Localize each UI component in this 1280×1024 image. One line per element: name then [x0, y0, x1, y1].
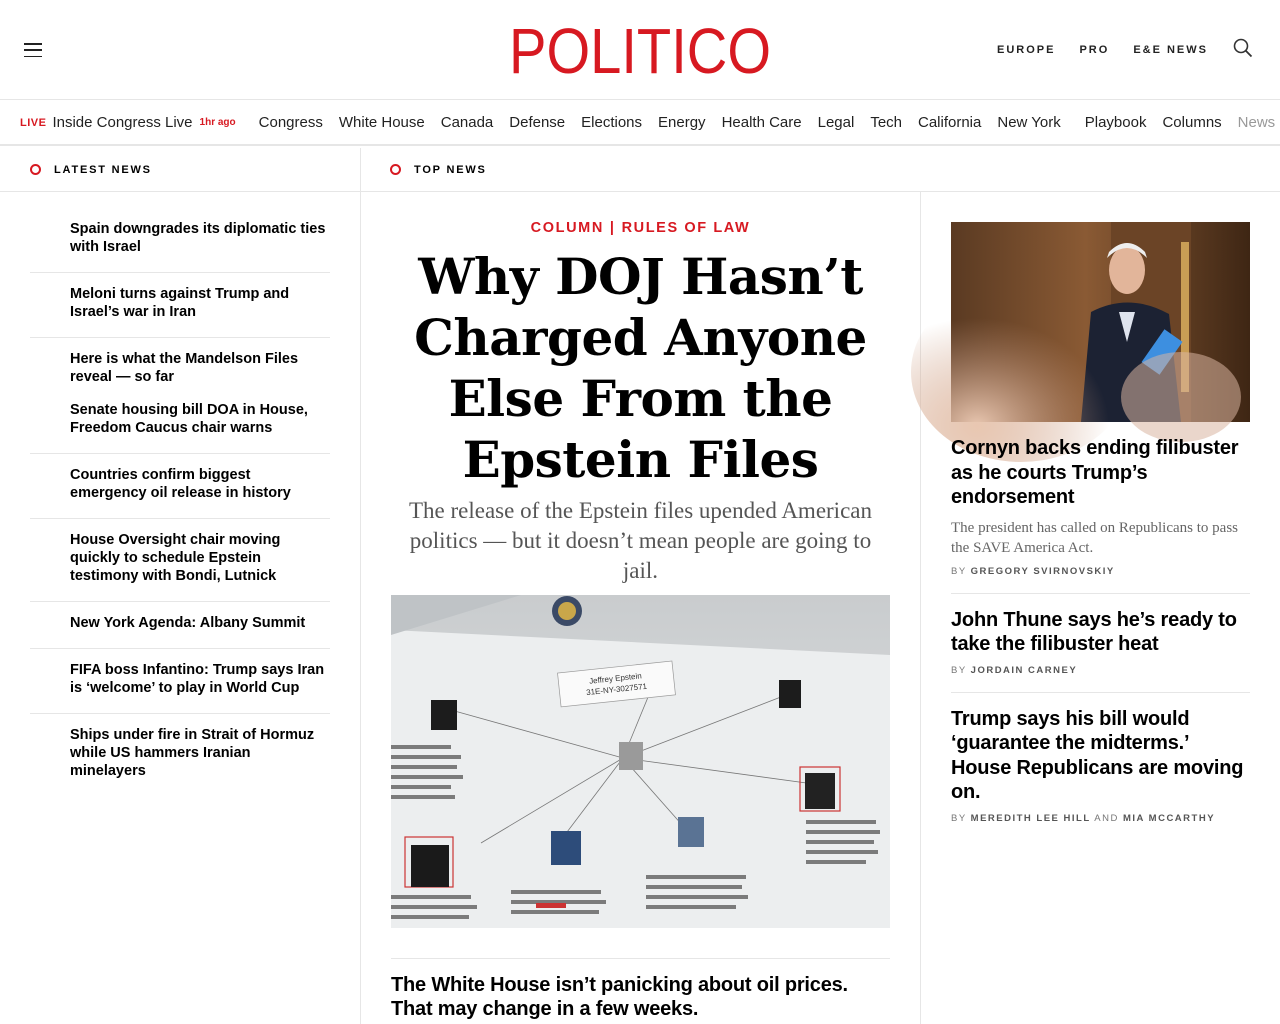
live-timestamp: 1hr ago — [199, 117, 236, 128]
nav-playbook[interactable]: Playbook — [1084, 114, 1147, 131]
list-item[interactable]: New York Agenda: Albany Summit — [30, 602, 330, 649]
nav-news[interactable]: News — [1237, 114, 1276, 131]
nav-elections[interactable]: Elections — [581, 114, 643, 131]
nav-ee-news[interactable]: E&E NEWS — [1133, 44, 1208, 56]
nav-columns[interactable]: Columns — [1162, 114, 1222, 131]
list-item[interactable]: Senate housing bill DOA in House, Freedom Caucus chair warns — [30, 386, 330, 454]
nav-europe[interactable]: EUROPE — [997, 44, 1056, 56]
byline-by: BY — [951, 812, 967, 824]
hamburger-icon[interactable] — [24, 43, 42, 57]
live-link[interactable]: Inside Congress Live — [52, 114, 193, 131]
header-rule — [360, 148, 390, 192]
right-story — [951, 436, 1250, 577]
kicker-column[interactable]: COLUMN — [530, 220, 604, 236]
photo-caption-case: 31E-NY-3027571 — [585, 681, 648, 698]
nav-defense[interactable]: Defense — [509, 114, 566, 131]
nav-tech[interactable]: Tech — [870, 114, 902, 131]
site-header — [0, 0, 1280, 100]
list-item[interactable]: Countries confirm biggest emergency oil release in history — [30, 454, 330, 519]
column-divider — [360, 148, 361, 1024]
list-item[interactable]: House Oversight chair moving quickly to schedule Epstein testimony with Bondi, Lutnick — [30, 519, 330, 602]
byline-author[interactable]: GREGORY SVIRNOVSKIY — [970, 565, 1115, 577]
list-item[interactable]: FIFA boss Infantino: Trump says Iran is ‘welcome’ to play in World Cup — [30, 649, 330, 714]
secondary-headline[interactable]: The White House isn’t panicking about oil prices. That may change in a few weeks. — [391, 958, 890, 1021]
nav-legal[interactable]: Legal — [817, 114, 855, 131]
list-item[interactable]: Here is what the Mandelson Files reveal — so far — [70, 351, 299, 385]
evidence-board-image — [391, 595, 890, 928]
lead-photo[interactable] — [391, 595, 890, 928]
latest-ring-icon — [30, 164, 41, 175]
photo-caption-name: Jeffrey Epstein — [588, 671, 643, 686]
right-story — [951, 593, 1250, 676]
right-story — [951, 692, 1250, 824]
politico-logo[interactable] — [508, 15, 772, 87]
list-item[interactable]: Meloni turns against Trump and Israel’s war in Iran — [30, 273, 330, 338]
right-dek: The president has called on Republicans to pass the SAVE America Act. — [951, 519, 1239, 556]
nav-health-care[interactable]: Health Care — [721, 114, 802, 131]
byline-by: BY — [951, 565, 967, 577]
latest-news-header — [30, 148, 360, 192]
nav-energy[interactable]: Energy — [658, 114, 706, 131]
right-byline — [951, 665, 1250, 676]
byline-and: AND — [1094, 812, 1119, 824]
top-ring-icon — [390, 164, 401, 175]
right-headline[interactable]: Trump says his bill would ‘guarantee the midterms.’ House Republicans are moving on. — [951, 707, 1244, 803]
nav-california[interactable]: California — [918, 114, 982, 131]
right-byline — [951, 566, 1250, 577]
kicker-separator: | — [609, 220, 616, 236]
nav-white-house[interactable]: White House — [338, 114, 425, 131]
byline-author[interactable]: MIA MCCARTHY — [1122, 812, 1216, 824]
column-divider — [920, 192, 921, 1024]
logo-text: POLITICO — [509, 15, 771, 87]
top-news-header — [390, 148, 1280, 192]
live-badge: LIVE — [20, 116, 47, 129]
latest-news-list — [30, 208, 330, 796]
right-headline[interactable]: John Thune says he’s ready to take the filibuster heat — [951, 608, 1237, 655]
search-icon[interactable] — [1233, 38, 1253, 58]
right-byline — [951, 813, 1250, 824]
list-item[interactable]: Ships under fire in Strait of Hormuz while US hammers Iranian minelayers — [70, 727, 315, 779]
byline-author[interactable]: MEREDITH LEE HILL — [970, 812, 1091, 824]
lead-headline[interactable]: Why DOJ Hasn’t Charged Anyone Else From the Epstein Files — [414, 247, 867, 489]
top-news-label: TOP NEWS — [414, 163, 487, 176]
header-rule — [0, 148, 30, 192]
story-kicker — [391, 220, 890, 236]
latest-news-label: LATEST NEWS — [54, 163, 152, 176]
cornyn-photo[interactable] — [951, 222, 1250, 422]
kicker-rules-of-law[interactable]: RULES OF LAW — [621, 220, 751, 236]
lead-dek: The release of the Epstein files upended American politics — but it doesn’t mean people are going to jail. — [408, 498, 872, 583]
nav-canada[interactable]: Canada — [440, 114, 494, 131]
list-item[interactable]: Spain downgrades its diplomatic ties with Israel — [30, 208, 330, 273]
cornyn-image — [951, 222, 1250, 422]
byline-by: BY — [951, 664, 967, 676]
nav-pro[interactable]: PRO — [1079, 44, 1110, 56]
nav-new-york[interactable]: New York — [997, 114, 1061, 131]
right-column — [951, 222, 1250, 824]
byline-author[interactable]: JORDAIN CARNEY — [970, 664, 1078, 676]
lead-story — [391, 220, 890, 607]
top-nav — [997, 44, 1208, 56]
nav-congress[interactable]: Congress — [258, 114, 323, 131]
section-nav — [0, 101, 1280, 146]
right-headline[interactable]: Cornyn backs ending filibuster as he courts Trump’s endorsement — [951, 437, 1239, 508]
